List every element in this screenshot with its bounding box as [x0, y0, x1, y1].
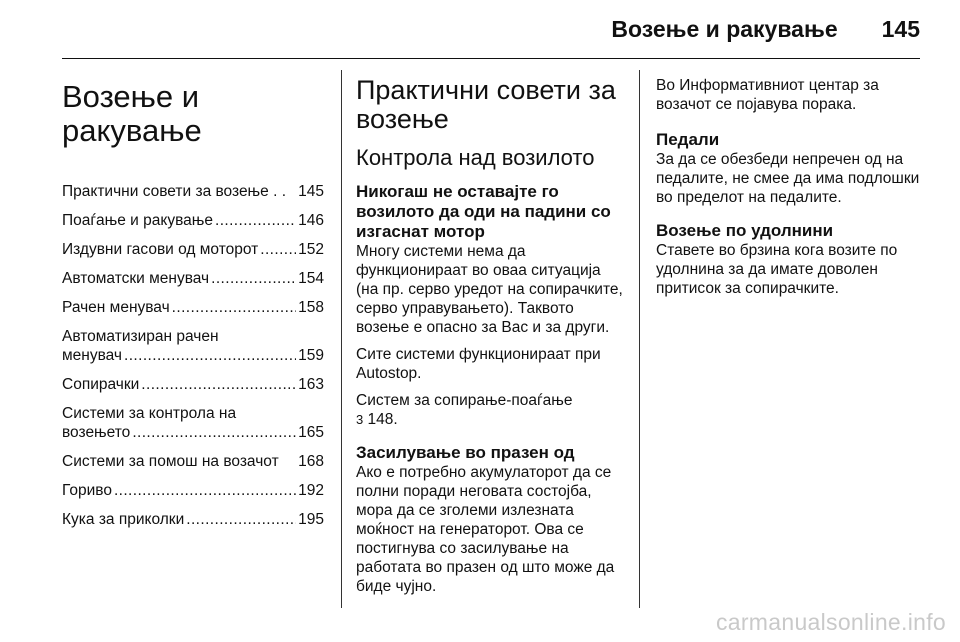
toc-item[interactable] [62, 211, 324, 230]
subsection-pedals [656, 130, 920, 207]
toc-leader-dots [260, 240, 296, 259]
toc-item-label: возењето [62, 424, 131, 442]
column-divider-2 [639, 70, 640, 608]
toc-title: Возење и ракување [62, 79, 202, 149]
toc-item-label: Поаѓање и ракување [62, 212, 213, 230]
header-divider [62, 58, 920, 59]
toc-item[interactable] [62, 481, 324, 500]
toc-item-label: Издувни гасови од моторот [62, 241, 259, 259]
paragraph: Во Информативниот центар за возачот се појавува порака. [656, 77, 879, 113]
toc-item-label: Системи за контрола на [62, 405, 237, 423]
paragraph: Многу системи нема да функционираат во оваа ситуација (на пр. серво уредот на сопирачките, серво управувањето). Таквото возење е опасно за Вас и за други. [356, 243, 623, 336]
toc-item-label: Автоматски менувач [62, 270, 210, 288]
cross-reference[interactable] [356, 391, 624, 429]
toc-item[interactable] [62, 375, 324, 394]
toc-leader-dots [211, 269, 296, 288]
subsection-heading: Возење по удолнини [656, 221, 834, 240]
toc-item-page: 158 [298, 299, 324, 317]
toc-leader-dots [141, 375, 296, 394]
toc-item-page: 154 [298, 270, 324, 288]
toc-item[interactable] [62, 298, 324, 317]
toc-item-page: 165 [298, 424, 324, 442]
toc-item[interactable] [62, 182, 324, 201]
paragraph: За да се обезбеди непречен од на педалите, не смее да има подлошки во пределот на педалите. [656, 151, 920, 206]
toc-item[interactable] [62, 452, 324, 471]
toc-leader-dots [114, 481, 296, 500]
toc-item-label: Системи за помош на возачот [62, 453, 279, 471]
toc-column [62, 70, 324, 539]
toc-leader-dots [132, 423, 296, 442]
paragraph: Ако е потребно акумулаторот да се полни поради неговата состојба, мора да се зголеми излезната моќност на генераторот. Ова се постигнува со засилување на работата во празен од што може да биде чујно. [356, 464, 615, 595]
reference-page[interactable]: 148. [367, 411, 398, 428]
toc-item-label: Кука за приколки [62, 511, 185, 529]
toc-item-page: 146 [298, 212, 324, 230]
toc-leader-dots [215, 211, 296, 230]
toc-leader-dots [172, 298, 296, 317]
toc-item-page: 159 [298, 347, 324, 365]
reference-arrow-icon: 3 [356, 412, 364, 427]
right-column [656, 70, 920, 306]
page-header [611, 16, 920, 43]
subsection-idle-boost [356, 443, 624, 596]
toc-item-page: 168 [298, 453, 324, 471]
toc-item-label: Рачен менувач [62, 299, 170, 317]
toc-item[interactable] [62, 269, 324, 288]
toc-item-label: Автоматизиран рачен [62, 328, 219, 346]
toc-item[interactable] [62, 404, 324, 442]
section-subtitle: Контрола над возилото [356, 145, 595, 170]
main-column [356, 70, 624, 604]
subsection-heading: Никогаш не оставајте го возилото да оди на падини со изгаснат мотор [356, 182, 611, 241]
toc-item-page: 163 [298, 376, 324, 394]
subsection-engine-off [356, 182, 624, 429]
toc-item-page: 192 [298, 482, 324, 500]
paragraph: Ставете во брзина кога возите по удолнина за да имате доволен притисок за сопирачките. [656, 242, 898, 297]
header-page-number: 145 [881, 16, 920, 42]
toc-item[interactable] [62, 240, 324, 259]
toc-item-label: Гориво [62, 482, 112, 500]
toc-item-label: менувач [62, 347, 123, 365]
toc-item-label: Практични совети за возење . . [62, 183, 287, 201]
paragraph: Сите системи функционираат при Autostop. [356, 346, 601, 382]
toc-list [62, 182, 324, 529]
toc-item-label: Сопирачки [62, 376, 140, 394]
subsection-heading: Засилување во празен од [356, 443, 575, 462]
section-title: Практични совети за возење [356, 75, 616, 134]
toc-item-page: 145 [298, 183, 324, 201]
toc-item[interactable] [62, 510, 324, 529]
toc-item-page: 195 [298, 511, 324, 529]
toc-leader-dots [124, 346, 296, 365]
subsection-downhill [656, 221, 920, 298]
header-title: Возење и ракување [611, 16, 838, 42]
toc-item[interactable] [62, 327, 324, 365]
toc-leader-dots [186, 510, 296, 529]
watermark: carmanualsonline.info [715, 609, 946, 635]
reference-text: Систем за сопирање-поаѓање [356, 392, 573, 409]
subsection-heading: Педали [656, 130, 720, 149]
toc-item-page: 152 [298, 241, 324, 259]
column-divider-1 [341, 70, 342, 608]
